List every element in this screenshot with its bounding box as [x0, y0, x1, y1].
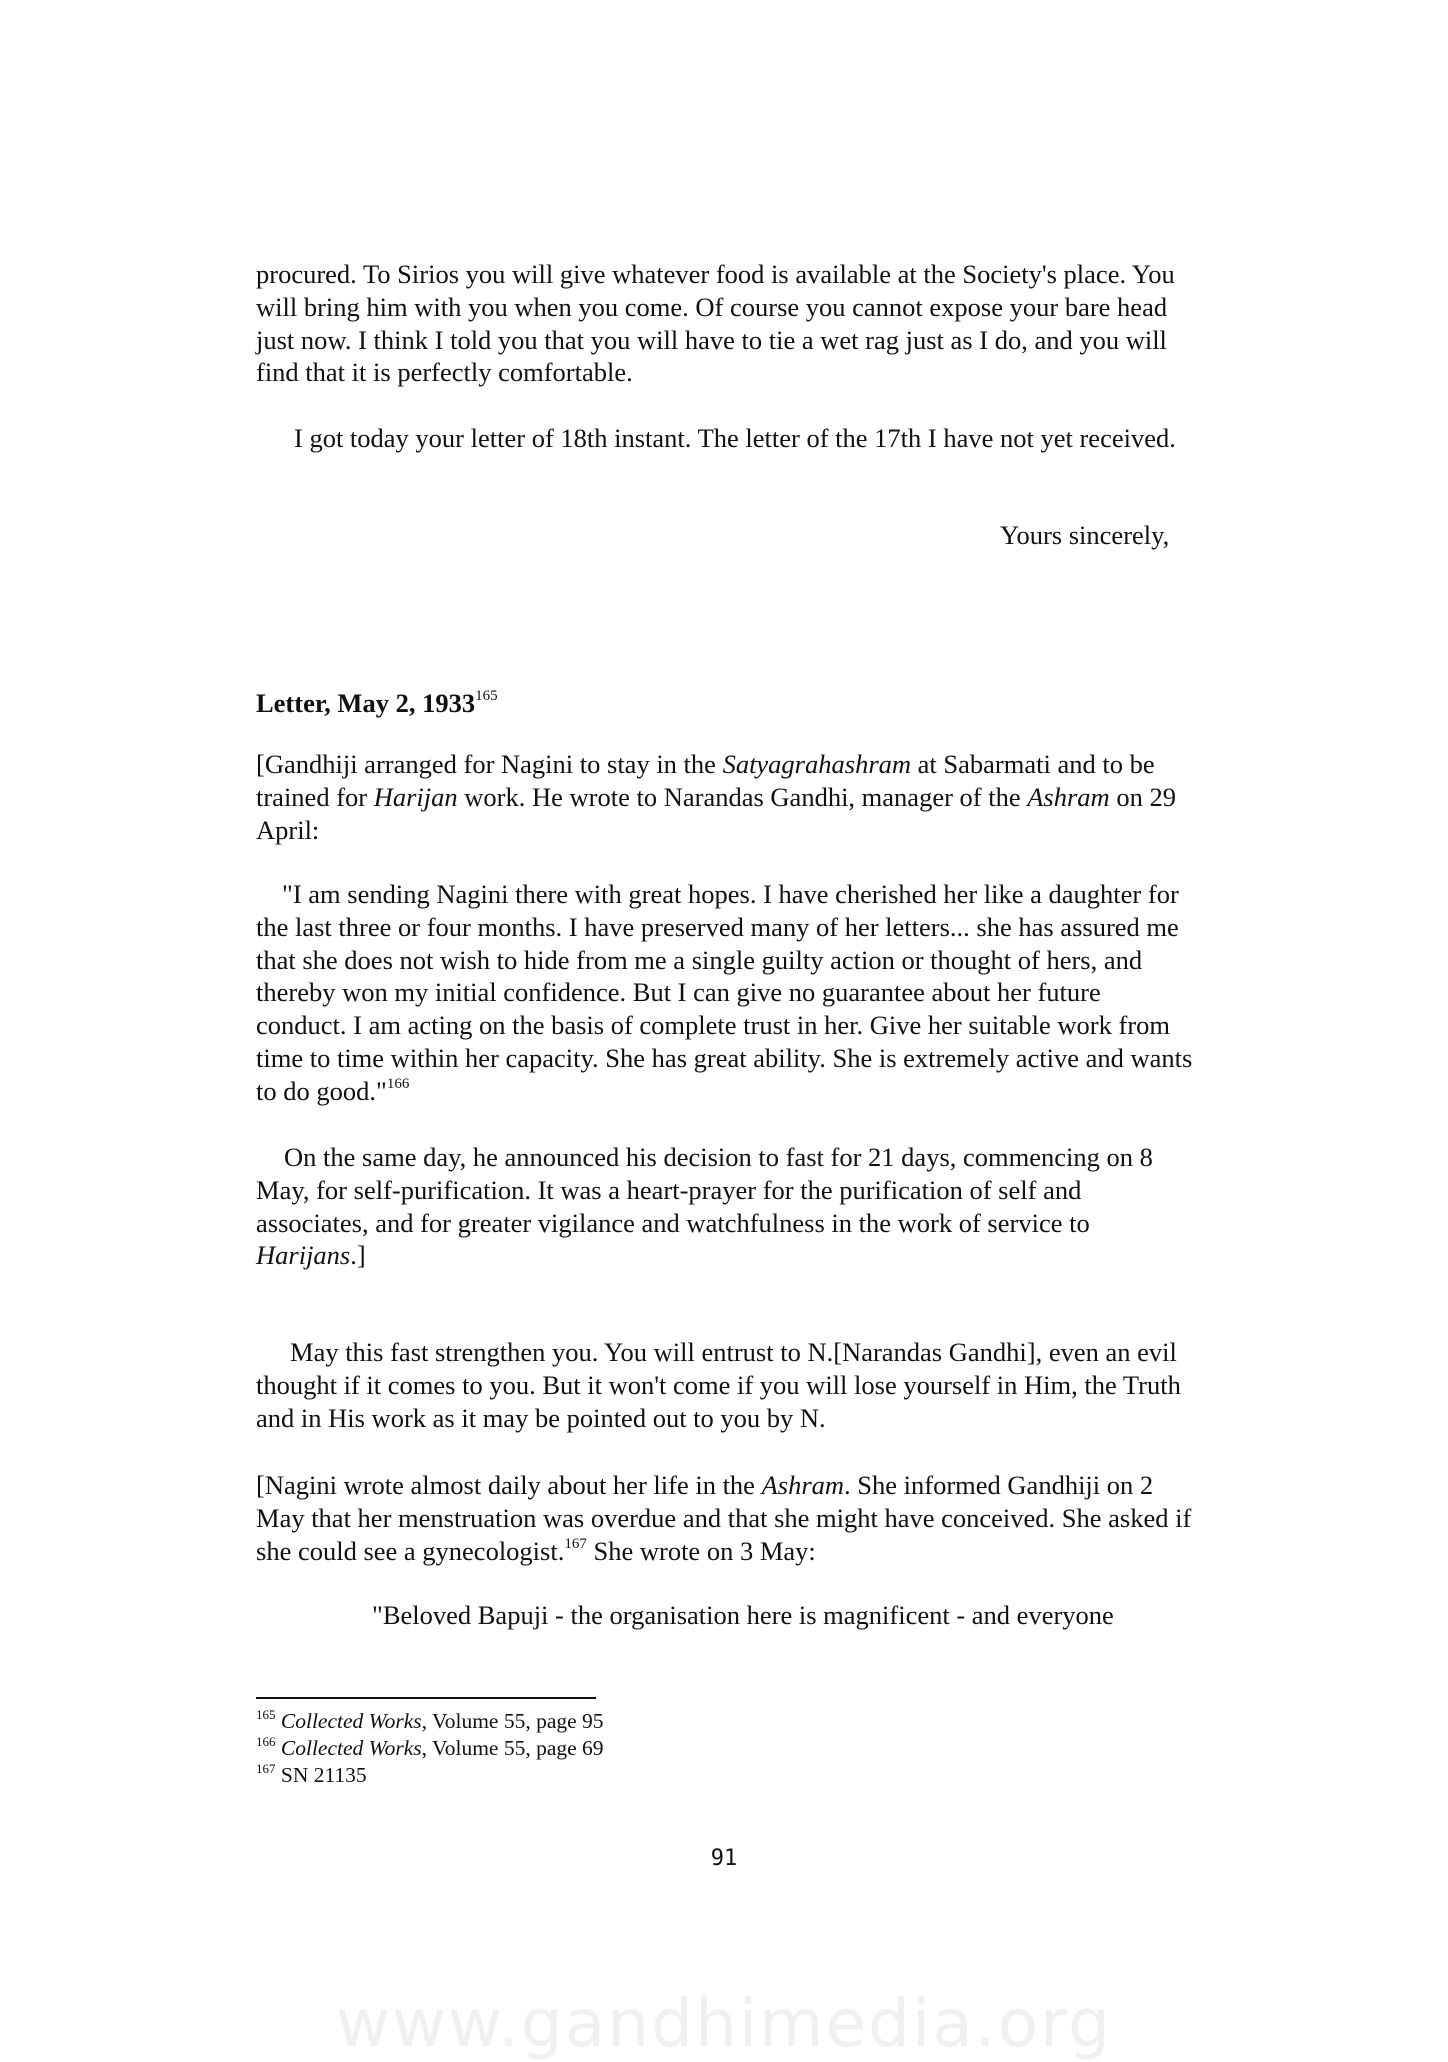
italic-term: Harijans: [256, 1240, 351, 1271]
italic-term: Ashram: [761, 1470, 845, 1500]
paragraph-quote-narandas: [256, 878, 1196, 1108]
text-run: work. He wrote to Narandas Gandhi, manager of the: [457, 781, 1028, 812]
italic-term: Satyagrahashram: [722, 749, 912, 779]
text-run: on 29 April:: [256, 781, 1176, 845]
footnote-167: [256, 1762, 367, 1788]
text-run: [Nagini wrote almost daily about her life in the: [256, 1470, 762, 1500]
footnote-165: [256, 1708, 604, 1734]
text-run: at Sabarmati and to be trained for: [256, 749, 1155, 812]
text-run: . She informed Gandhiji on 2 May that her menstruation was overdue and that she might have conceived. She asked if she could see a gynecologist.: [256, 1470, 1192, 1566]
heading-text: Letter, May 2, 1933: [256, 688, 476, 718]
footnote-166: [256, 1735, 604, 1761]
paragraph-fast-announcement: [256, 1141, 1196, 1272]
footnote-ref-166: 166: [386, 1075, 410, 1092]
footnote-title: Collected Works: [280, 1736, 422, 1760]
footnote-text: , Volume 55, page 95: [421, 1709, 604, 1733]
watermark: www.gandhimedia.org: [336, 1985, 1112, 2062]
italic-term: Harijan: [373, 781, 458, 812]
paragraph-letter-text: May this fast strengthen you. You will entrust to N.[Narandas Gandhi], even an evil thought if it comes to you. But it won't come if you will lose yourself in Him, the Truth and in His work as it may be pointed out to you by N.: [256, 1337, 1181, 1433]
paragraph-letter-received: I got today your letter of 18th instant. The letter of the 17th I have not yet received.: [294, 423, 1176, 453]
text-run: On the same day, he announced his decision to fast for 21 days, commencing on 8 May, for self-purification. It was a heart-prayer for the purification of self and associates, and for greater vigilance and watchfulness in the work of service to: [256, 1142, 1153, 1238]
paragraph-context-intro: [256, 748, 1196, 846]
text-run: .]: [350, 1240, 366, 1271]
footnote-number: 167: [256, 1760, 276, 1776]
footnote-number: 166: [256, 1733, 276, 1749]
quote-text: "I am sending Nagini there with great hopes. I have cherished her like a daughter for the last three or four months. I have preserved many of her letters... she has assured me that she does not wish to hide from me a single guilty action or thought of hers, and thereby won my initial confidence. But I can give no guarantee about her future conduct. I am acting on the basis of complete trust in her. Give her suitable work from time to time within her capacity. She has great ability. She is extremely active and wants to do good.": [256, 879, 1193, 1106]
italic-term: Ashram: [1027, 781, 1110, 812]
text-run: She wrote on 3 May:: [586, 1535, 816, 1566]
paragraph-letter-body: procured. To Sirios you will give whatever food is available at the Society's place. You will bring him with you when you come. Of course you cannot expose your bare head just now. I think I told you that you will have to tie a wet rag just as I do, and you will find that it is perfectly comfortable.: [256, 259, 1175, 388]
footnote-separator: [256, 1697, 596, 1699]
footnote-title: Collected Works: [280, 1709, 422, 1733]
text-run: [Gandhiji arranged for Nagini to stay in the: [256, 749, 723, 779]
quote-beloved-bapuji: "Beloved Bapuji - the organisation here is magnificent - and everyone: [372, 1600, 1114, 1630]
footnote-number: 165: [256, 1706, 276, 1722]
footnote-ref-165: 165: [475, 688, 498, 705]
section-heading: [256, 688, 498, 719]
page-number: 91: [710, 1846, 738, 1871]
footnote-text: SN 21135: [275, 1763, 367, 1787]
footnote-text: , Volume 55, page 69: [421, 1736, 604, 1760]
footnote-ref-167: 167: [564, 1535, 587, 1552]
letter-closing: Yours sincerely,: [1000, 520, 1170, 550]
paragraph-nagini-wrote: [256, 1469, 1196, 1567]
